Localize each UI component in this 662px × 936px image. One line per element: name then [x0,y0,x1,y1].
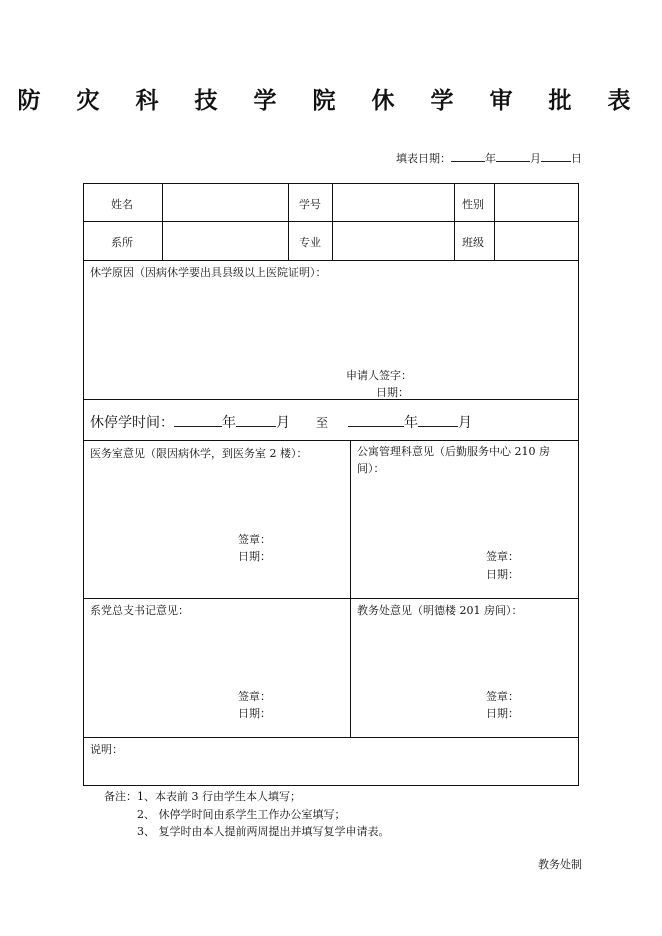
form-title: 防 灾 科 技 学 院 休 学 审 批 表 [17,87,645,114]
party-secretary-opinion-field[interactable] [84,618,349,683]
name-field[interactable] [163,184,288,221]
major-label: 专业 [299,236,321,249]
academic-affairs-opinion-label: 教务处意见（明德楼 201 房间）： [357,604,523,617]
name-label: 姓名 [111,198,133,211]
col-divider [454,184,455,260]
issuer-footer: 教务处制 [538,858,582,871]
fill-date-label: 填表日期： [396,152,451,165]
row-divider [84,440,578,441]
fill-day-label: 日 [571,152,582,165]
row-divider [84,399,578,400]
academic-seal-label: 签章： [486,690,519,703]
row-divider [84,737,578,738]
apartment-opinion-label: 公寓管理科意见（后勤服务中心 210 房间）： [357,445,550,475]
academic-affairs-opinion-field[interactable] [351,618,579,683]
note-item-3: 3、 复学时由本人提前两周提出并填写复学申请表。 [137,825,390,838]
medical-opinion-field[interactable] [84,460,349,530]
major-field[interactable] [333,222,454,260]
applicant-date-label: 日期： [376,386,409,399]
class-field[interactable] [495,222,579,260]
approval-table [83,183,579,786]
leave-reason-field[interactable] [84,280,579,370]
end-month-blank[interactable] [418,412,458,427]
party-secretary-opinion-label: 系党总支书记意见： [90,604,189,617]
class-label: 班级 [462,236,484,249]
dept-field[interactable] [163,222,288,260]
gender-field[interactable] [495,184,579,221]
period-to-label: 至 [316,416,329,430]
start-month-label: 月 [276,415,290,431]
fill-day-blank[interactable] [541,149,571,162]
start-year-blank[interactable] [174,412,222,427]
note-item-2: 2、 休停学时间由系学生工作办公室填写； [137,808,346,821]
leave-period-label: 休停学时间： [90,415,174,431]
note-item-1: 1、本表前 3 行由学生本人填写； [137,790,301,803]
fill-year-blank[interactable] [451,149,485,162]
fill-month-label: 月 [530,152,541,165]
notes-prefix: 备注： [104,790,137,803]
student-id-label: 学号 [299,198,321,211]
apartment-date-label: 日期： [486,568,519,581]
fill-year-label: 年 [485,152,496,165]
end-year-label: 年 [404,415,419,431]
medical-opinion-label: 医务室意见（限因病休学，到医务室 2 楼）： [90,447,308,460]
apartment-opinion-field[interactable] [351,479,579,539]
end-month-label: 月 [458,415,473,431]
party-seal-label: 签章： [238,690,271,703]
start-year-label: 年 [222,415,236,431]
row-divider [84,598,578,599]
leave-period-row [90,412,472,432]
fill-date [396,149,582,166]
dept-label: 系所 [111,236,133,249]
party-date-label: 日期： [238,707,271,720]
apartment-seal-label: 签章： [486,550,519,563]
remarks-field[interactable] [84,756,579,784]
leave-reason-label: 休学原因（因病休学要出具县级以上医院证明）： [90,266,327,279]
end-year-blank[interactable] [348,412,404,427]
student-id-field[interactable] [333,184,454,221]
medical-seal-label: 签章： [238,533,271,546]
applicant-signature-label: 申请人签字： [346,369,412,382]
row-divider [84,260,578,261]
col-divider [288,184,289,260]
gender-label: 性别 [462,198,484,211]
fill-month-blank[interactable] [496,149,530,162]
start-month-blank[interactable] [236,412,276,427]
remarks-label: 说明： [90,743,123,756]
medical-date-label: 日期： [238,550,271,563]
academic-date-label: 日期： [486,707,519,720]
